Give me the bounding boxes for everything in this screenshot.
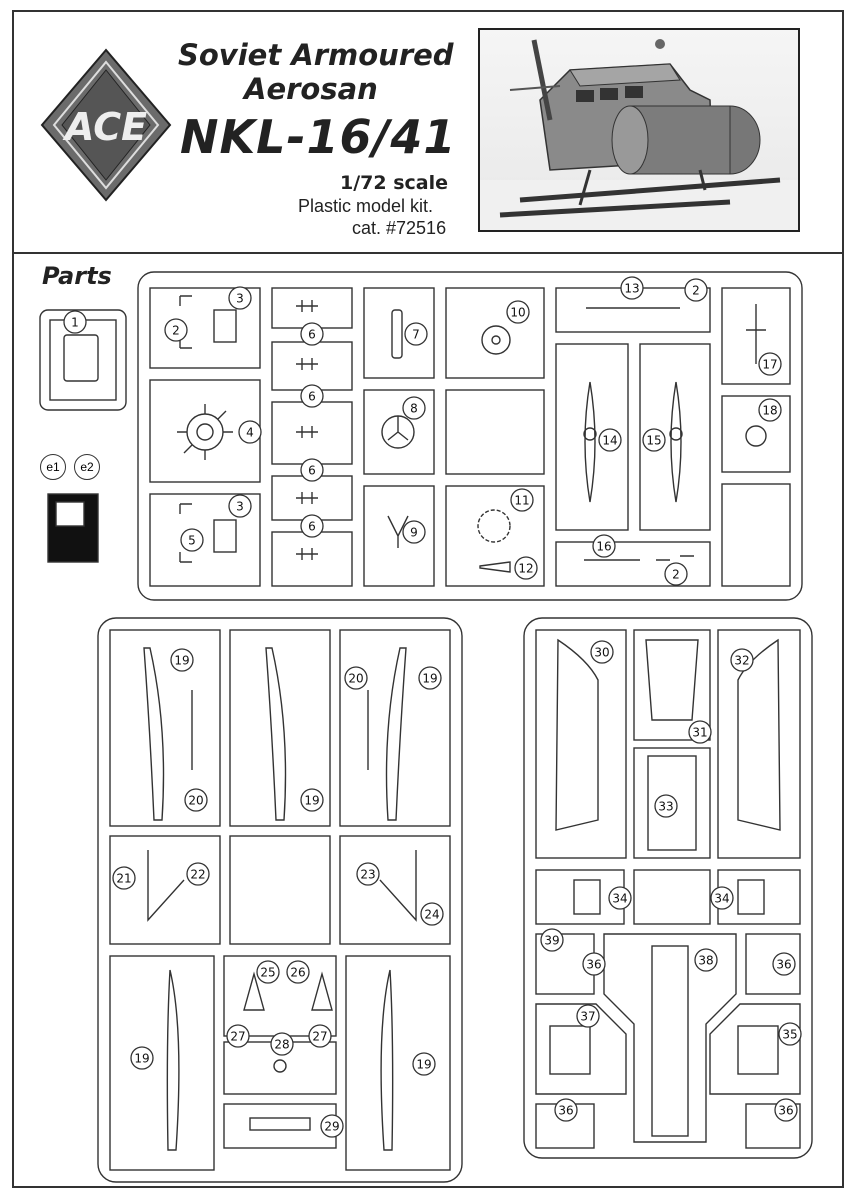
part-number-34 (609, 887, 631, 909)
part-number-3 (229, 495, 251, 517)
part-number-19 (419, 667, 441, 689)
part-number-1 (64, 311, 86, 333)
sprue-c-frame (524, 618, 812, 1158)
svg-text:3: 3 (236, 291, 244, 306)
part-number-14 (599, 429, 621, 451)
part-number-19 (301, 789, 323, 811)
part-number-27 (227, 1025, 249, 1047)
part-number-37 (577, 1005, 599, 1027)
sprue-b-frame (98, 618, 462, 1182)
svg-text:25: 25 (260, 965, 276, 980)
part-number-4 (239, 421, 261, 443)
sprue-b-cell (340, 630, 450, 826)
part-number-35 (779, 1023, 801, 1045)
small-part-6 (296, 300, 318, 312)
part-number-36 (775, 1099, 797, 1121)
part-number-16 (593, 535, 615, 557)
part-2-small (656, 556, 694, 560)
part-number-24 (421, 903, 443, 925)
svg-text:22: 22 (190, 867, 206, 882)
small-part-6 (296, 492, 318, 504)
svg-text:31: 31 (692, 725, 708, 740)
sprue-a-cell (446, 288, 544, 378)
ski-part-19 (266, 648, 286, 820)
engine-hub (197, 424, 213, 440)
svg-text:20: 20 (188, 793, 204, 808)
svg-text:30: 30 (594, 645, 610, 660)
svg-text:19: 19 (174, 653, 190, 668)
part-number-38 (695, 949, 717, 971)
sprue-b-cell (230, 836, 330, 944)
svg-text:9: 9 (410, 525, 418, 540)
part-number-12 (515, 557, 537, 579)
part-number-26 (287, 961, 309, 983)
svg-text:14: 14 (602, 433, 618, 448)
svg-text:3: 3 (236, 499, 244, 514)
svg-text:23: 23 (360, 867, 376, 882)
part-number-19 (171, 649, 193, 671)
svg-text:10: 10 (510, 305, 526, 320)
part-number-32 (731, 649, 753, 671)
svg-text:19: 19 (134, 1051, 150, 1066)
part-35-cell (710, 1004, 800, 1094)
sprue-b-cell (110, 956, 214, 1170)
svg-text:38: 38 (698, 953, 714, 968)
part-number-28 (271, 1033, 293, 1055)
engine-part (187, 414, 223, 450)
part-number-2 (165, 319, 187, 341)
part-10-hub (492, 336, 500, 344)
svg-text:36: 36 (586, 957, 602, 972)
logo-text: ACE (64, 105, 148, 149)
sprue-a-cell (446, 390, 544, 474)
plate-part (214, 520, 236, 552)
part-number-36 (773, 953, 795, 975)
svg-text:6: 6 (308, 519, 316, 534)
svg-text:28: 28 (274, 1037, 290, 1052)
small-part-6 (296, 358, 318, 370)
part-number-18 (759, 399, 781, 421)
title-line-1: Soviet Armoured (178, 38, 454, 72)
ski-part-19 (381, 970, 393, 1150)
svg-text:35: 35 (782, 1027, 798, 1042)
part-34 (738, 880, 764, 914)
part-10 (482, 326, 510, 354)
ski-part-19 (144, 648, 164, 820)
part-number-3 (229, 287, 251, 309)
svg-text:2: 2 (172, 323, 180, 338)
part-number-6 (301, 385, 323, 407)
part-number-13 (621, 277, 643, 299)
hull-side-part-30 (556, 640, 598, 830)
ski-part-19 (167, 970, 179, 1150)
svg-text:18: 18 (762, 403, 778, 418)
rod-part-7 (392, 310, 402, 358)
part-28 (274, 1060, 286, 1072)
propeller-part-15 (671, 382, 681, 502)
part-number-25 (257, 961, 279, 983)
svg-text:16: 16 (596, 539, 612, 554)
part-number-36 (583, 953, 605, 975)
part-number-33 (655, 795, 677, 817)
part-18 (746, 426, 766, 446)
part-number-19 (413, 1053, 435, 1075)
part-number-22 (187, 863, 209, 885)
svg-text:36: 36 (778, 1103, 794, 1118)
hull-top-part-31 (646, 640, 698, 720)
small-part-6 (296, 548, 318, 560)
part-number-29 (321, 1115, 343, 1137)
svg-text:17: 17 (762, 357, 778, 372)
part-number-10 (507, 301, 529, 323)
svg-text:36: 36 (558, 1103, 574, 1118)
ring-part-11 (478, 510, 510, 542)
clear-part-1-frame (50, 320, 116, 400)
part-number-layer (64, 277, 801, 1137)
small-part-6 (296, 426, 318, 438)
svg-text:4: 4 (246, 425, 254, 440)
part-37 (550, 1026, 590, 1074)
part-number-31 (689, 721, 711, 743)
svg-text:2: 2 (692, 283, 700, 298)
svg-text:1: 1 (71, 315, 79, 330)
svg-text:2: 2 (672, 567, 680, 582)
svg-text:11: 11 (514, 493, 530, 508)
sprue-a-frame (138, 272, 802, 600)
propeller-part-14 (585, 382, 595, 502)
svg-text:12: 12 (518, 561, 534, 576)
part-number-7 (405, 323, 427, 345)
floor-part-38 (652, 946, 688, 1136)
title-line-2: Aerosan (244, 72, 378, 106)
svg-text:19: 19 (304, 793, 320, 808)
etch-label-e2: e2 (74, 454, 100, 480)
svg-text:5: 5 (188, 533, 196, 548)
sprue-b-cell (340, 836, 450, 944)
sprue-b-cell (224, 1104, 336, 1148)
svg-text:19: 19 (416, 1057, 432, 1072)
sprue-a-cell (556, 539, 710, 586)
part-number-9 (403, 521, 425, 543)
sprue-b-cell (224, 956, 336, 1036)
part-number-17 (759, 353, 781, 375)
part-number-11 (511, 489, 533, 511)
part-number-6 (301, 459, 323, 481)
svg-text:8: 8 (410, 401, 418, 416)
svg-text:34: 34 (714, 891, 730, 906)
catalog-number: cat. #72516 (352, 218, 447, 238)
part-34 (574, 880, 600, 914)
svg-text:21: 21 (116, 871, 132, 886)
ski-part-19 (387, 648, 407, 820)
propeller-hub-14 (584, 428, 596, 440)
svg-text:19: 19 (422, 671, 438, 686)
svg-text:27: 27 (230, 1029, 246, 1044)
svg-text:37: 37 (580, 1009, 596, 1024)
part-35 (738, 1026, 778, 1074)
part-number-39 (541, 929, 563, 951)
svg-text:33: 33 (658, 799, 674, 814)
part-number-21 (113, 867, 135, 889)
etch-label-e1: e1 (40, 454, 66, 480)
part-number-2 (665, 563, 687, 585)
part-number-27 (309, 1025, 331, 1047)
part-29 (250, 1118, 310, 1130)
part-number-20 (185, 789, 207, 811)
model-name: NKL-16/41 (180, 110, 457, 164)
part-number-23 (357, 863, 379, 885)
sprue-c-cell (634, 870, 710, 924)
part-26 (312, 974, 332, 1010)
scale-label: 1/72 scale (340, 172, 449, 194)
engine-cylinders (177, 404, 233, 460)
svg-text:6: 6 (308, 463, 316, 478)
svg-text:20: 20 (348, 671, 364, 686)
part-12 (480, 562, 510, 572)
part-number-6 (301, 515, 323, 537)
svg-text:32: 32 (734, 653, 750, 668)
svg-text:29: 29 (324, 1119, 340, 1134)
svg-text:26: 26 (290, 965, 306, 980)
svg-text:39: 39 (544, 933, 560, 948)
svg-text:36: 36 (776, 957, 792, 972)
svg-text:34: 34 (612, 891, 628, 906)
svg-text:6: 6 (308, 327, 316, 342)
part-number-2 (685, 279, 707, 301)
svg-text:6: 6 (308, 389, 316, 404)
part-24 (380, 850, 416, 920)
part-21 (148, 850, 184, 920)
steering-spokes (388, 416, 408, 440)
kit-type-label: Plastic model kit. (298, 196, 434, 216)
svg-text:24: 24 (424, 907, 440, 922)
part-number-6 (301, 323, 323, 345)
sprue-a-cell (722, 484, 790, 586)
propeller-hub-15 (670, 428, 682, 440)
part-number-20 (345, 667, 367, 689)
part-number-36 (555, 1099, 577, 1121)
sprue-c-cell (718, 630, 800, 858)
part-number-30 (591, 641, 613, 663)
sprue-b-cell (110, 836, 220, 944)
photoetch-part (56, 502, 84, 526)
part-number-15 (643, 429, 665, 451)
parts-heading: Parts (42, 262, 112, 290)
part-number-8 (403, 397, 425, 419)
windshield-part (64, 335, 98, 381)
plate-part (214, 310, 236, 342)
svg-text:15: 15 (646, 433, 662, 448)
part-number-34 (711, 887, 733, 909)
part-number-19 (131, 1047, 153, 1069)
svg-text:13: 13 (624, 281, 640, 296)
part-number-5 (181, 529, 203, 551)
svg-text:27: 27 (312, 1029, 328, 1044)
svg-text:7: 7 (412, 327, 420, 342)
